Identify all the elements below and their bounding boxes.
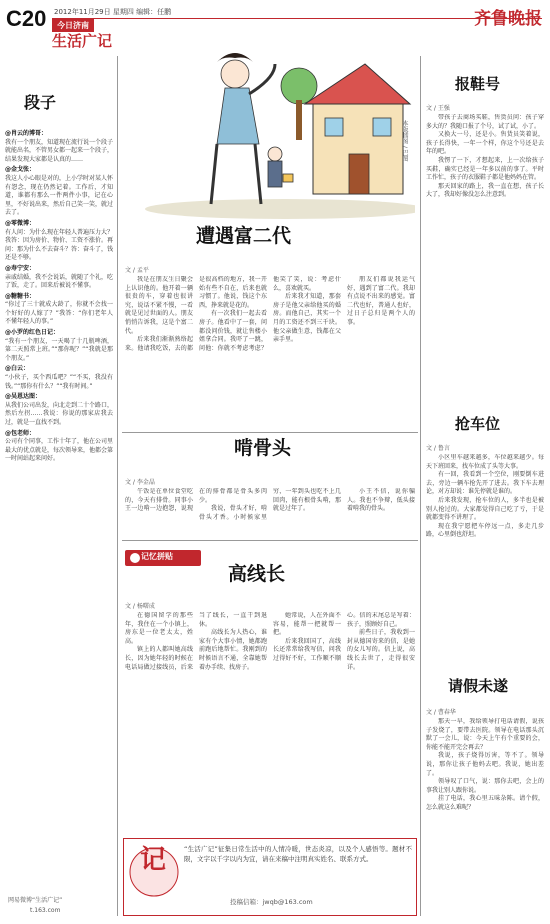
footer-site-caption: 网易微博“生活广记” xyxy=(8,897,63,904)
col1-item-head: @糖糖书： xyxy=(5,292,36,300)
paragraph: 高线长为人热心，谁家有个大事小情，她都跑前跑后地帮忙。我刚到的时候语言不通，全靠她帮着办手续、找房子。 xyxy=(199,629,267,671)
page-number: C20 xyxy=(6,6,47,31)
col4-story3-body xyxy=(426,718,544,916)
col1-item-text: 我有一个朋友，知道现在流行说一个段子就能出名，不管男女都一起来一个段子，结果发现大家都是认真的…… xyxy=(5,138,113,163)
story2-body xyxy=(125,488,415,536)
col1-item-head: @寿宁安： xyxy=(5,264,36,272)
footer-notice: “生活广记”征集日常生活中的人情冷暖，世态炎凉，以及个人感悟等。题材不限，文字以千字以内为宜，请在来稿中注明真实姓名、联系方式。 xyxy=(184,845,412,863)
illustration-credit: 本版插图 / 巴图 xyxy=(401,120,408,162)
footer-site-link[interactable]: t.163.com xyxy=(30,907,61,914)
today-tag: 今日济南 xyxy=(52,19,94,32)
col1-item-head: @零微博： xyxy=(5,219,36,227)
paragraph: 我是在朋友生日聚会上认识他的。他开着一辆很贵的车，穿着也很讲究，说话不紧不慢，一看就是见过世面的人。朋友悄悄告诉我，这是个富二代。 xyxy=(125,276,193,335)
col1-item-head: @包老师： xyxy=(5,429,36,437)
story1-body xyxy=(125,276,415,428)
col4-story2-author: 文 / 鲁言 xyxy=(426,445,450,452)
col4-story1-title: 报鞋号 xyxy=(455,75,501,93)
paragraph: 午饭是在单位食堂吃的，今天有排骨。同事小王一边啃一边抱怨，说现在的排骨都是骨头多肉少。 xyxy=(125,488,267,513)
paragraph: 现在我宁愿把车停远一点，多走几步路，心里倒也舒坦。 xyxy=(426,522,544,539)
col4-story1-author: 文 / 王强 xyxy=(426,105,450,112)
header-rule xyxy=(52,18,542,19)
paragraph: 有一次我们一起去看房子。他看中了一套，问都没问价钱，就让售楼小姐拿合同。我吓了一跳，问他：你就不考虑考虑？他笑了笑，说：考虑什么，喜欢就买。 xyxy=(199,276,341,352)
paragraph: 后来我发现，抢车位的人，多半也是被别人抢过的。大家都觉得自己吃了亏，于是就都变得不讲理了。 xyxy=(426,496,544,522)
paragraph: 那天一早，我给领导打电话请假，说孩子发烧了，要带去医院。领导在电话那头沉默了一会儿，说：今天上午有个重要的会，你能不能开完会再去？ xyxy=(426,718,544,751)
col1-item-text: “你过了三十就成大龄了，你就不会找一个好好的人嫁了？”我答：“你们老年人不懂年轻人的事。” xyxy=(5,301,113,326)
col1-item-text: 亲戚结婚，我不会说话，就随了个礼，吃了饭，走了。回来后被说不懂事。 xyxy=(5,273,113,290)
paragraph: 后来我才知道，那套房子是他父亲给他买的婚房。而他自己，其实一个月的工资还不到三千块。他父亲做生意，钱都在父亲手里。 xyxy=(273,293,341,344)
col4-story3-author: 文 / 曹春华 xyxy=(426,709,456,716)
col1-item-text: 有人问：为什么现在年轻人普遍压力大？我答：因为房价、物价、工资不涨价。再问：那为什么不去奋斗？答：奋斗了，钱还是不够。 xyxy=(5,228,113,262)
paragraph: 我说，骨头才好，啃骨头才香。小时候家里穷，一年到头也吃不上几回肉，能有根骨头啃，那就是过年了。 xyxy=(199,488,341,521)
newspaper-logo: 齐鲁晚报 xyxy=(474,9,542,29)
col1-item-head: @金戈张： xyxy=(5,166,36,174)
footer-email xyxy=(230,898,313,907)
story3-author: 文 / 杨曙成 xyxy=(125,603,155,610)
paragraph: 朋友们都说我运气好，遇到了富二代。我却有点说不出来的感觉。富二代也好，普通人也好，过日子总归是两个人的事。 xyxy=(347,276,415,326)
paragraph: 挂了电话，我心里五味杂陈。请个假，怎么就这么难呢？ xyxy=(426,795,544,811)
date-line: 2012年11月29日 星期四 编辑：任鹏 xyxy=(54,8,172,16)
footer-email-label: 投稿信箱： xyxy=(230,898,263,906)
col1-title: 段子 xyxy=(24,93,57,112)
story1-rule xyxy=(122,432,418,433)
paragraph: 带孩子去商场买鞋，售货员问：孩子穿多大的？我随口报了个号，试了试，小了。 xyxy=(426,114,544,130)
col1-item-text: “我有一个朋友，一天喝了十几瓶啤酒，第二天照常上班。”“那你呢？”“我就是那个朋友。” xyxy=(5,337,113,362)
col1-item-text: 公司有个同事，工作十年了，他在公司里最大的优点就是，每次领导来，他都会第一时间站起来问好。 xyxy=(5,438,113,463)
paragraph: 后来我回国了，高线长还常常给我写信，问我过得好不好，工作顺不顺心。信的末尾总是写着：孩子，照顾好自己。 xyxy=(273,612,415,662)
paragraph: 领导叹了口气，说：那你去吧，会上的事我让别人跟你说。 xyxy=(426,778,544,794)
footer-email-address[interactable]: jwqb@163.com xyxy=(262,898,313,906)
col1-item-head: @小罗的红色日记： xyxy=(5,329,60,337)
col1-item-head: @肖云的博哥： xyxy=(5,130,48,137)
paragraph: 她常说，人在外面不容易，能帮一把就帮一把。 xyxy=(273,612,341,637)
paragraph: 前些日子，我收到一封从德国寄来的信，是她的女儿写的。信上说，高线长去世了，走得很安详。 xyxy=(347,629,415,671)
col1-item-head: @吴恩达图： xyxy=(5,393,42,401)
paragraph: 后来我们渐渐熟络起来。他请我吃饭，去的都是很高档的地方，我一开始有些不自在，后来也就习惯了。他说，钱这个东西，挣来就是花的。 xyxy=(125,276,267,352)
column-rule-1 xyxy=(117,56,118,916)
story3-badge: 记忆拼贴 xyxy=(141,552,173,561)
paragraph: 有一回，我看到一个空位，刚要倒车进去，旁边一辆车抢先开了进去。我下车去理论，对方却说：谁先停就是谁的。 xyxy=(426,471,544,496)
paragraph: 镇上的人都叫她高线长，因为她年轻的时候在电话局做过接线员，后来当了线长，一直干到退休。 xyxy=(125,612,267,671)
paragraph: 我愣了一下，才想起来，上一次给孩子买鞋，确实已经是一年多以前的事了。平时工作忙，孩子的衣服鞋子都是他妈妈在管。 xyxy=(426,156,544,182)
col4-story3-title: 请假未遂 xyxy=(448,677,509,695)
paragraph: 小王不信，说你骗人。我也不争辩，低头接着啃我的骨头。 xyxy=(347,488,415,513)
col4-story1-body xyxy=(426,114,544,414)
col4-story2-body xyxy=(426,454,544,676)
footer-logo-char: 记 xyxy=(140,845,167,875)
paragraph: 又换大一号，还是小。售货员笑着说，孩子长得快，一年一个样，你这个号还是去年的吧。 xyxy=(426,131,544,156)
col4-story2-title: 抢车位 xyxy=(455,415,501,433)
col1-item-head: @白云： xyxy=(5,365,30,373)
col1-item-text: 从我们公司出发，向北走到二十个路口，然后左拐……我说：你说的那家店我去过，就是一直找不到。 xyxy=(5,401,113,426)
column-rule-4 xyxy=(420,56,421,916)
paragraph: 小区里车越来越多，车位越来越少。每天下班回来，找车位成了头等大事。 xyxy=(426,454,544,470)
story1-author: 文 / 孟平 xyxy=(125,267,149,274)
col1-item-text: 我这人小心眼是对的，上小学时对某人怀有怨念，现在仍然记着。工作后，才知道，谁都有那么一件两件小事，记在心里，不好说出来，然后自己笑一笑，就过去了。 xyxy=(5,174,113,217)
story1-title: 遭遇富二代 xyxy=(196,225,292,247)
illustration-woman-house xyxy=(125,34,415,226)
story3-title: 高线长 xyxy=(228,563,286,585)
story3-body xyxy=(125,612,415,830)
story2-rule xyxy=(122,540,418,541)
paragraph: 我说，孩子烧得厉害，等不了。领导说，那你让孩子他妈去吧。我说，她出差了。 xyxy=(426,752,544,777)
col1-body xyxy=(5,128,113,868)
col1-item-text: “小伙子，买个西瓜吧？”“不买，我没有钱。”“那你有什么？”“我有时间。” xyxy=(5,374,113,390)
story2-author: 文 / 李金晶 xyxy=(125,479,155,486)
section-title: 生活广记 xyxy=(52,32,113,50)
paragraph: 在德国留学的那些年，我住在一个小镇上，房东是一位老太太，姓高。 xyxy=(125,612,193,645)
story2-title: 啃骨头 xyxy=(234,437,292,459)
paragraph: 那天回家的路上，我一直在想，孩子长大了，我却好像没怎么注意到。 xyxy=(426,182,544,199)
